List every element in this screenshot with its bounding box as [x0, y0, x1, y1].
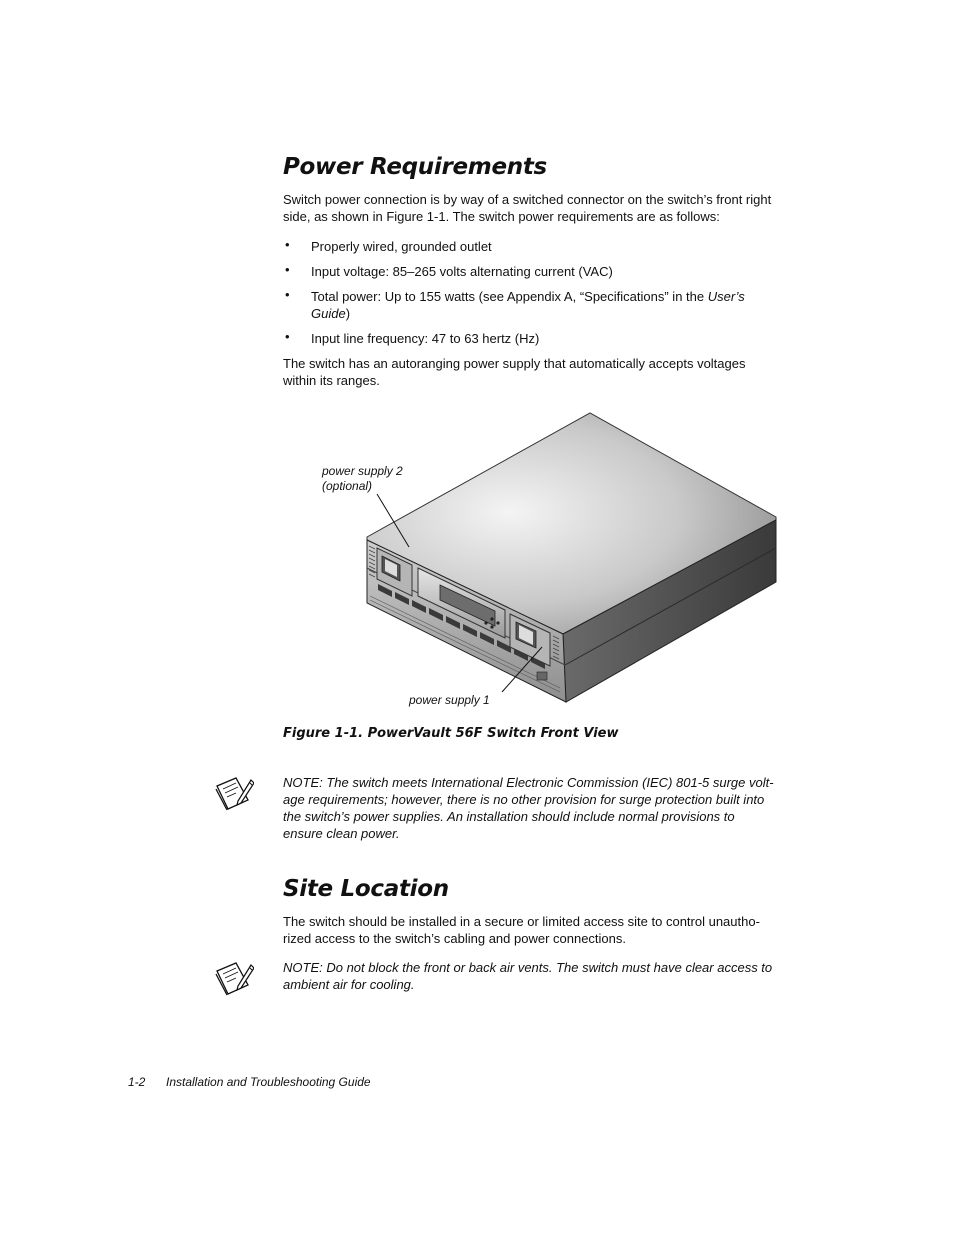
note-pencil-icon	[214, 961, 254, 997]
site-location-paragraph	[283, 913, 823, 947]
switch-figure	[300, 400, 800, 720]
list-item: • Total power: Up to 155 watts (see Appendix A, “Specifications” in the User’s Guide)	[285, 287, 745, 321]
list-item: • Properly wired, grounded outlet	[285, 237, 492, 254]
bullet-icon: •	[285, 329, 290, 344]
callout-power-supply-2: power supply 2 (optional)	[322, 464, 403, 493]
autoranging-line: within its ranges.	[283, 373, 380, 388]
power-requirements-list	[283, 238, 823, 348]
list-item: • Input line frequency: 47 to 63 hertz (Hz)	[285, 329, 540, 346]
guide-reference: Guide	[311, 306, 346, 321]
autoranging-line: The switch has an autoranging power supply that automatically accepts voltages	[283, 356, 746, 371]
note-line: age requirements; however, there is no other provision for surge protection built into	[283, 792, 765, 807]
site-location-line: The switch should be installed in a secure or limited access site to control unautho-	[283, 914, 760, 929]
note-line: ensure clean power.	[283, 826, 400, 841]
switch-illustration	[300, 400, 800, 720]
callout-power-supply-1: power supply 1	[409, 693, 490, 707]
list-item: • Input voltage: 85–265 volts alternating current (VAC)	[285, 262, 613, 279]
note-line: NOTE: The switch meets International Electronic Commission (IEC) 801-5 surge volt-	[283, 775, 774, 790]
page-number: 1-2	[128, 1075, 146, 1089]
guide-title: Installation and Troubleshooting Guide	[166, 1075, 371, 1089]
note-line: NOTE: Do not block the front or back air vents. The switch must have clear access to	[283, 960, 773, 975]
note-line: the switch’s power supplies. An installation should include normal provisions to	[283, 809, 735, 824]
bullet-icon: •	[285, 237, 290, 252]
section-heading-power-requirements: Power Requirements	[283, 154, 547, 180]
note-surge-protection	[283, 774, 823, 842]
bullet-icon: •	[285, 262, 290, 277]
note-pencil-icon	[214, 776, 254, 812]
figure-caption: Figure 1-1. PowerVault 56F Switch Front View	[283, 726, 619, 741]
power-intro-line: Switch power connection is by way of a switched connector on the switch’s front right	[283, 192, 772, 207]
section-heading-site-location: Site Location	[283, 876, 449, 902]
autoranging-paragraph	[283, 355, 823, 389]
power-intro-line: side, as shown in Figure 1-1. The switch power requirements are as follows:	[283, 209, 720, 224]
power-intro-paragraph	[283, 191, 823, 225]
guide-reference: User’s	[707, 289, 745, 304]
bullet-icon: •	[285, 287, 290, 302]
note-line: ambient air for cooling.	[283, 977, 415, 992]
site-location-line: rized access to the switch’s cabling and power connections.	[283, 931, 627, 946]
note-air-vents	[283, 959, 823, 993]
